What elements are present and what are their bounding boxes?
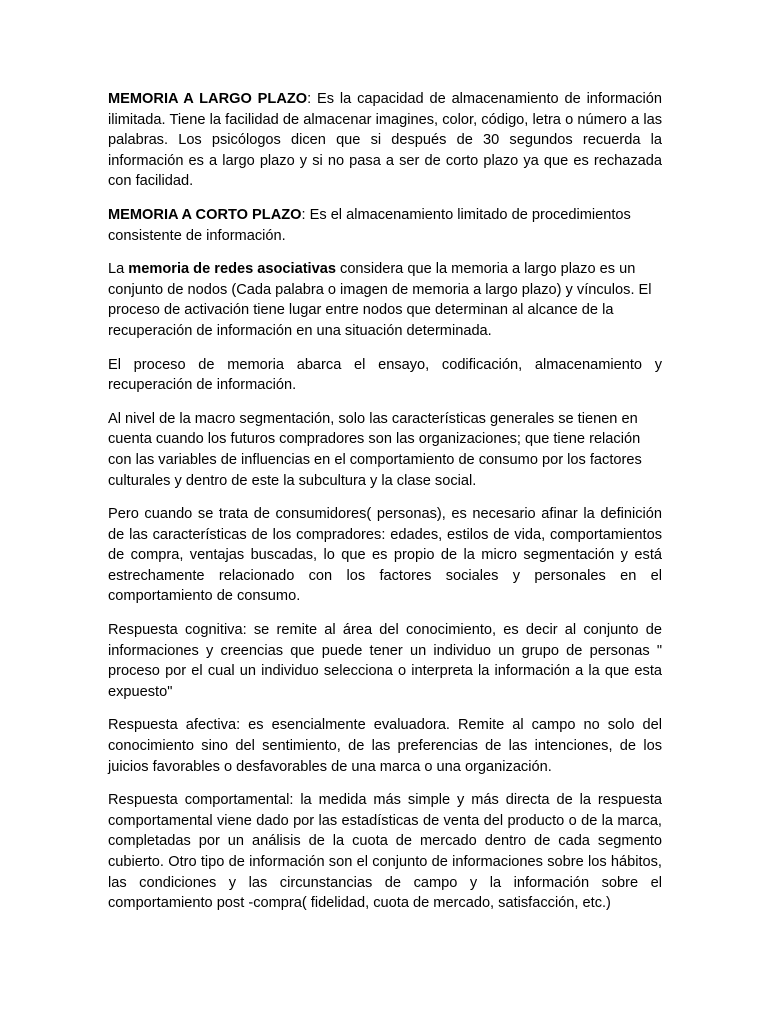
paragraph-lead: La	[108, 261, 129, 278]
paragraph-term: MEMORIA A CORTO PLAZO	[108, 206, 302, 223]
paragraph-text: Respuesta afectiva: es esencialmente evaluadora. Remite al campo no solo del conocimiento sino del sentimiento, de las preferencias de las intenciones, de los juicios favorables o desfavorables de una marca o una organización.	[108, 717, 662, 775]
paragraph-term: memoria de redes asociativas	[128, 261, 336, 278]
paragraph-memoria-redes-asociativas	[108, 259, 662, 341]
paragraph-respuesta-afectiva	[108, 715, 662, 777]
paragraph-text: Respuesta comportamental: la medida más simple y más directa de la respuesta comportamental viene dado por las estadísticas de venta del producto o de la marca, completadas por un análisis de la cuota de mercado dentro de cada segmento cubierto. Otro tipo de información son el conjunto de informaciones sobre los hábitos, las condiciones y las circunstancias de campo y la información sobre el comportamiento post -compra( fidelidad, cuota de mercado, satisfacción, etc.)	[108, 792, 662, 912]
paragraph-text: : Es la capacidad de almacenamiento de información ilimitada. Tiene la facilidad de almacenar imagines, color, código, letra o número a las palabras. Los psicólogos dicen que si después de 30 segundos recuerda la información es a largo plazo y si no pasa a ser de corto plazo ya que es rechazada con facilidad.	[108, 91, 663, 190]
paragraph-respuesta-comportamental	[108, 790, 662, 914]
document-page	[108, 89, 662, 927]
paragraph-respuesta-cognitiva	[108, 620, 662, 702]
paragraph-text: Respuesta cognitiva: se remite al área del conocimiento, es decir al conjunto de informaciones y creencias que puede tener un individuo un grupo de personas " proceso por el cual un individuo selecciona o interpreta la información a la que esta expuesto"	[108, 622, 662, 700]
paragraph-text: Al nivel de la macro segmentación, solo las características generales se tienen en cuenta cuando los futuros compradores son las organizaciones; que tiene relación con las variables de influencias en el comportamiento de consumo por los factores culturales y dentro de este la subcultura y la clase social.	[108, 410, 642, 489]
paragraph-memoria-largo-plazo	[108, 89, 662, 192]
paragraph-memoria-corto-plazo	[108, 205, 662, 246]
paragraph-text: Pero cuando se trata de consumidores( personas), es necesario afinar la definición de las características de los compradores: edades, estilos de vida, comportamientos de compra, ventajas buscadas, lo que es propio de la micro segmentación y está estrechamente relacionado con los factores sociales y personales en el comportamiento de consumo.	[108, 506, 662, 605]
paragraph-macro-segmentacion	[108, 409, 662, 491]
paragraph-text: El proceso de memoria abarca el ensayo, codificación, almacenamiento y recuperación de información.	[108, 356, 662, 394]
paragraph-text: considera que la memoria a largo plazo es un conjunto de nodos (Cada palabra o imagen de memoria a largo plazo) y vínculos. El proceso de activación tiene lugar entre nodos que determinan al alcance de la recuperación de información en una situación determinada.	[108, 261, 652, 339]
paragraph-micro-segmentacion	[108, 504, 662, 607]
paragraph-text: : Es el almacenamiento limitado de procedimientos consistente de información.	[108, 206, 631, 244]
paragraph-term: MEMORIA A LARGO PLAZO	[108, 91, 308, 107]
paragraph-proceso-memoria	[108, 355, 662, 396]
